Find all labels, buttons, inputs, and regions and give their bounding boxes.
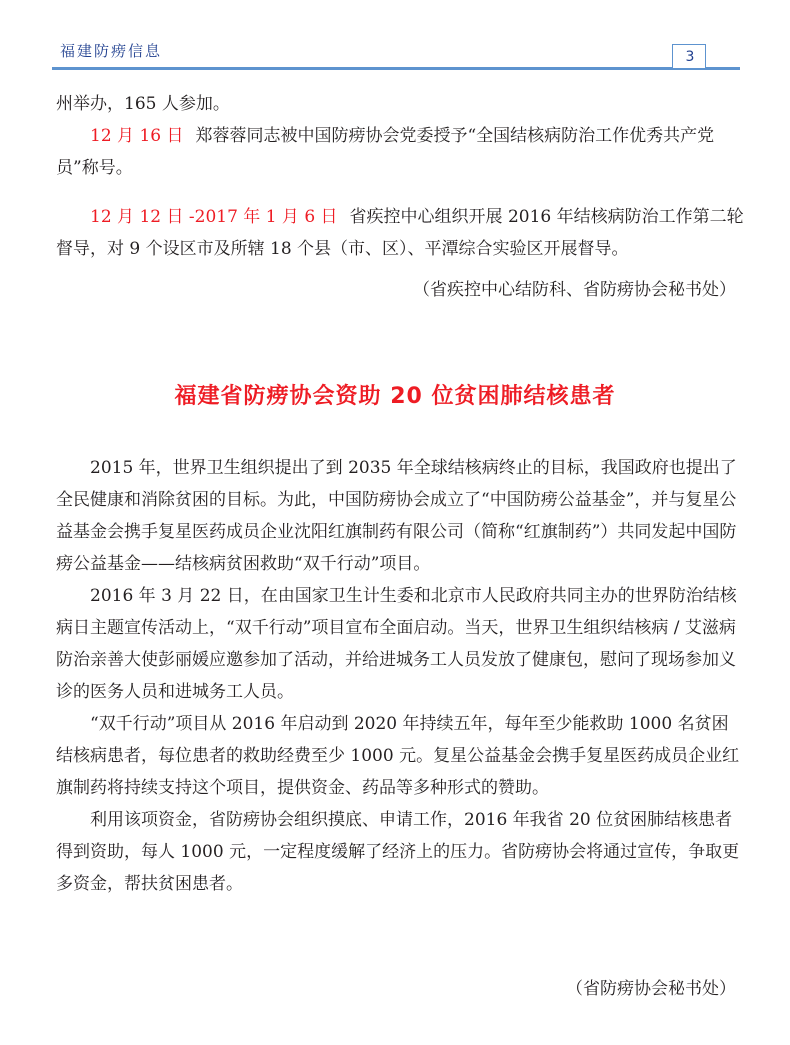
article-body <box>56 452 744 900</box>
page-number: 3 <box>685 49 695 65</box>
article-paragraph: 2016 年 3 月 22 日，在由国家卫生计生委和北京市人民政府共同主办的世界防治结核病日主题宣传活动上，“双千行动”项目宣布全面启动。当天，世界卫生组织结核病 / 艾滋病防治亲善大使彭丽媛应邀参加了活动，并给进城务工人员发放了健康包，慰问了现场参加义诊的医务人员和进城务工人员。 <box>56 586 737 702</box>
article-paragraph: 2015 年，世界卫生组织提出了到 2035 年全球结核病终止的目标，我国政府也提出了全民健康和消除贫困的目标。为此，中国防痨协会成立了“中国防痨公益基金”，并与复星公益基金会携手复星医药成员企业沈阳红旗制药有限公司（简称“红旗制药”）共同发起中国防痨公益基金——结核病贫困救助“双千行动”项目。 <box>56 458 737 574</box>
section-source: （省疾控中心结防科、省防痨协会秘书处） <box>413 280 736 300</box>
article-source: （省防痨协会秘书处） <box>566 979 736 999</box>
article-title: 福建省防痨协会资助 20 位贫困肺结核患者 <box>174 384 616 409</box>
continued-paragraph: 州举办，165 人参加。 <box>56 94 230 114</box>
article-paragraph: “双千行动”项目从 2016 年启动到 2020 年持续五年，每年至少能救助 1000 名贫困结核病患者，每位患者的救助经费至少 1000 元。复星公益基金会携手复星医药成员企业红旗制药将持续支持这个项目，提供资金、药品等多种形式的赞助。 <box>56 714 740 798</box>
event-entry <box>56 120 744 184</box>
event-entry <box>56 201 744 265</box>
publication-title: 福建防痨信息 <box>60 42 163 60</box>
event-text: 省疾控中心组织开展 2016 年结核病防治工作第二轮督导，对 9 个设区市及所辖 18 个县（市、区）、平潭综合实验区开展督导。 <box>56 207 744 259</box>
page-number-box <box>672 44 706 69</box>
article-paragraph: 利用该项资金，省防痨协会组织摸底、申请工作，2016 年我省 20 位贫困肺结核患者得到资助，每人 1000 元，一定程度缓解了经济上的压力。省防痨协会将通过宣传，争取更多资金，帮扶贫困患者。 <box>56 810 740 894</box>
event-text: 郑蓉蓉同志被中国防痨协会党委授予“全国结核病防治工作优秀共产党员”称号。 <box>56 126 715 178</box>
event-date: 12 月 12 日 -2017 年 1 月 6 日 <box>90 207 338 227</box>
page-header <box>0 0 790 72</box>
header-divider <box>52 67 740 70</box>
event-date: 12 月 16 日 <box>90 126 184 146</box>
